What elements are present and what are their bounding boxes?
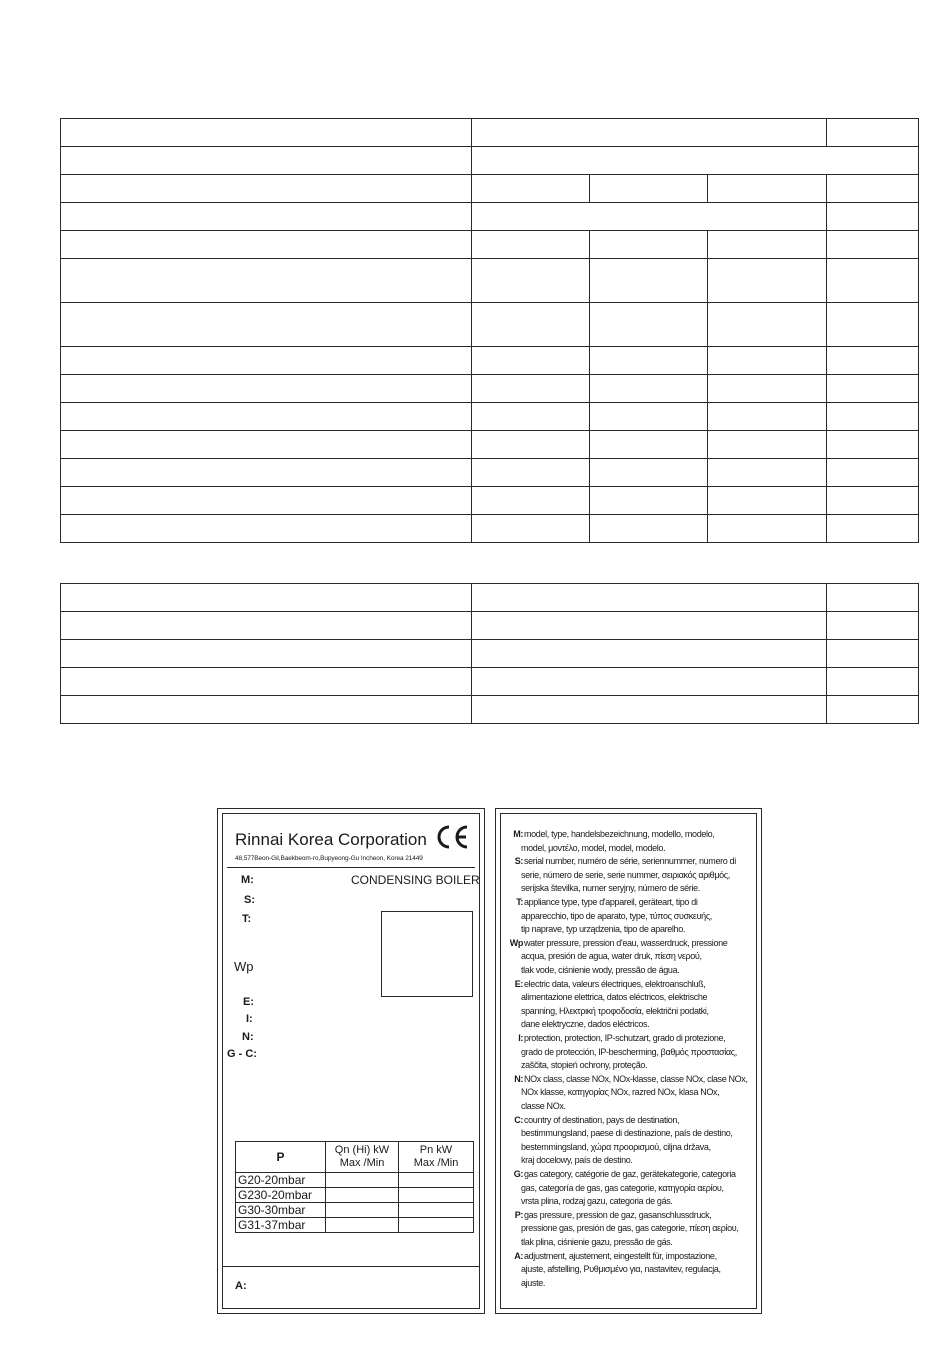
company-name: Rinnai Korea Corporation <box>235 830 427 849</box>
legend-item <box>501 1073 759 1114</box>
marking-box <box>381 911 473 997</box>
table-row <box>61 147 919 175</box>
legend-text-line: serial number, numéro de série, seriennummer, numero di <box>524 856 736 867</box>
legend-text-line: adjustment, ajustement, eingestellt für, impostazione, <box>524 1250 717 1261</box>
legend-text-line: ajuste. <box>521 1277 546 1288</box>
legend-item <box>501 937 759 978</box>
header-qn <box>326 1142 399 1173</box>
spec-table-secondary <box>60 583 919 724</box>
spec-table <box>60 118 919 543</box>
rating-plate <box>217 808 485 1314</box>
legend-key: C: <box>514 1114 523 1125</box>
field-gc-label: G - C: <box>227 1048 257 1060</box>
legend-text-line: bestemmingsland, χώρα προορισμού, ciljna država, <box>521 1141 711 1152</box>
table-row <box>236 1218 474 1233</box>
legend-text-line: electric data, valeurs électriques, elektroanschluß, <box>524 978 706 989</box>
header-p: P <box>236 1142 326 1173</box>
legend-text-line: gas category, catégorie de gaz, gerätekategorie, categoria <box>524 1169 736 1179</box>
legend-text-line: NOx class, classe NOx, NOx-klasse, classe NOx, clase NOx, <box>524 1073 748 1084</box>
legend-text-line: spanning, Ηλεκτρική τροφοδοσία, električni podatki, <box>521 1005 709 1016</box>
legend-item <box>501 1032 759 1073</box>
divider <box>227 867 475 868</box>
field-e-label: E: <box>243 996 254 1008</box>
table-row <box>61 119 919 147</box>
header-qn-line1: Qn (Hi) kW <box>334 1144 390 1156</box>
legend-text-line: serijska številka, numer seryjny, número de série. <box>521 883 700 894</box>
field-t-label: T: <box>242 913 252 925</box>
legend-text-line: alimentazione elettrica, datos eléctricos, elektrische <box>521 992 708 1003</box>
company-address: 48,577Beon-Gil,Baekbeom-ro,Bupyeong-Gu Incheon, Korea 21449 <box>235 855 423 862</box>
legend-key: M: <box>513 829 523 839</box>
legend-text-line: vrsta plina, rodzaj gazu, categoria de gás. <box>521 1196 673 1207</box>
field-wp-label: Wp <box>234 959 254 974</box>
legend-text-line: tip naprave, typ urządzenia, tipo de aparelho. <box>521 924 686 935</box>
legend-text-line: gas pressure, pression de gaz, gasanschlussdruck, <box>524 1209 712 1220</box>
table-row <box>61 668 919 696</box>
legend-text-line: dane elektryczne, dados eléctricos. <box>521 1019 650 1030</box>
table-row <box>236 1173 474 1188</box>
legend-key: N: <box>514 1073 523 1084</box>
legend-text-line: apparecchio, tipo de aparato, type, τύπος συσκευής, <box>521 910 712 921</box>
header-qn-line2: Max /Min <box>339 1157 385 1169</box>
legend-item <box>501 1250 759 1291</box>
gas-row-label: G230-20mbar <box>236 1188 326 1203</box>
table-row <box>61 640 919 668</box>
table-row <box>61 375 919 403</box>
legend-text-line: appliance type, type d'appareil, geräteart, tipo di <box>524 897 698 907</box>
legend-key: P: <box>514 1209 523 1220</box>
legend-key: A: <box>514 1250 523 1261</box>
legend-item <box>501 896 759 937</box>
table-row <box>236 1203 474 1218</box>
legend-text-line: protection, protection, IP-schutzart, grado di protezione, <box>524 1033 726 1043</box>
gas-table <box>235 1141 474 1233</box>
field-n-label: N: <box>242 1031 254 1043</box>
legend-text-line: ajuste, afstelling, Ρυθμισμένο για, nastavitev, regulacja, <box>521 1264 721 1275</box>
legend-item <box>501 828 759 855</box>
gas-table-header <box>236 1142 474 1173</box>
legend-item <box>501 1209 759 1250</box>
table-row <box>61 303 919 347</box>
legend-text-line: classe NOx. <box>521 1100 566 1111</box>
legend-text-line: model, μοντέλο, model, model, modelo. <box>521 842 666 853</box>
legend-text-line: zaščita, stopień ochrony, proteção. <box>521 1060 648 1071</box>
legend-item <box>501 978 759 1032</box>
field-s-label: S: <box>244 894 255 906</box>
legend-text-line: pressione gas, presión de gas, gas categorie, πίεση αερίου, <box>521 1223 739 1234</box>
legend-text-line: acqua, presión de agua, water druk, πίεση νερού, <box>521 951 702 962</box>
legend-panel <box>495 808 762 1314</box>
gas-row-label: G30-30mbar <box>236 1203 326 1218</box>
table-row <box>61 459 919 487</box>
table-row <box>61 584 919 612</box>
legend-key: E: <box>514 978 523 989</box>
legend-item <box>501 1168 759 1209</box>
legend-inner <box>500 813 757 1309</box>
legend-key: T: <box>516 897 523 907</box>
legend-key: G: <box>513 1169 523 1179</box>
table-row <box>61 612 919 640</box>
legend-item <box>501 855 759 896</box>
legend-key: I: <box>518 1033 523 1043</box>
legend-text-line: tlak plina, ciśnienie gazu, pressão de gás. <box>521 1236 673 1247</box>
ce-mark-icon <box>435 824 471 850</box>
legend-key: S: <box>514 856 523 867</box>
table-row <box>61 515 919 543</box>
field-i-label: I: <box>246 1013 253 1025</box>
table-row <box>61 175 919 203</box>
header-pn-line1: Pn kW <box>419 1144 453 1156</box>
table-row <box>61 431 919 459</box>
field-m-label: M: <box>241 874 254 886</box>
legend-text-line: kraj docelowy, país de destino. <box>521 1155 633 1166</box>
gas-row-label: G31-37mbar <box>236 1218 326 1233</box>
table-row <box>61 347 919 375</box>
product-type: CONDENSING BOILER <box>351 873 480 887</box>
gas-row-label: G20-20mbar <box>236 1173 326 1188</box>
table-row <box>61 696 919 724</box>
header-pn-line2: Max /Min <box>413 1157 459 1169</box>
legend-text-line: water pressure, pression d'eau, wasserdruck, pressione <box>524 937 728 948</box>
legend-item <box>501 1114 759 1168</box>
legend-text-line: NOx klasse, κατηγορίας NOx, razred NOx, klasa NOx, <box>521 1087 720 1098</box>
field-a-label: A: <box>235 1280 247 1292</box>
legend-text-line: bestimmungsland, paese di destinazione, país de destino, <box>521 1128 733 1139</box>
table-row <box>61 231 919 259</box>
table-row <box>61 487 919 515</box>
divider <box>223 1266 479 1267</box>
table-row <box>61 259 919 303</box>
table-row <box>236 1188 474 1203</box>
legend-text-line: grado de protección, IP-bescherming, βαθμός προστασίας, <box>521 1046 737 1057</box>
rating-plate-inner <box>222 813 480 1309</box>
legend-key: Wp <box>509 937 523 948</box>
legend-text-line: model, type, handelsbezeichnung, modello, modelo, <box>524 829 715 839</box>
legend-text-line: country of destination, pays de destination, <box>524 1114 680 1125</box>
table-row <box>61 403 919 431</box>
legend-text-line: gas, categoría de gas, gas categorie, κατηγορία αερίου, <box>521 1182 724 1193</box>
header-pn <box>399 1142 474 1173</box>
table-row <box>61 203 919 231</box>
legend-text-line: tlak vode, ciśnienie wody, pressão de água. <box>521 964 680 975</box>
legend-text-line: serie, número de serie, serie nummer, σειριακός αριθμός, <box>521 869 730 880</box>
